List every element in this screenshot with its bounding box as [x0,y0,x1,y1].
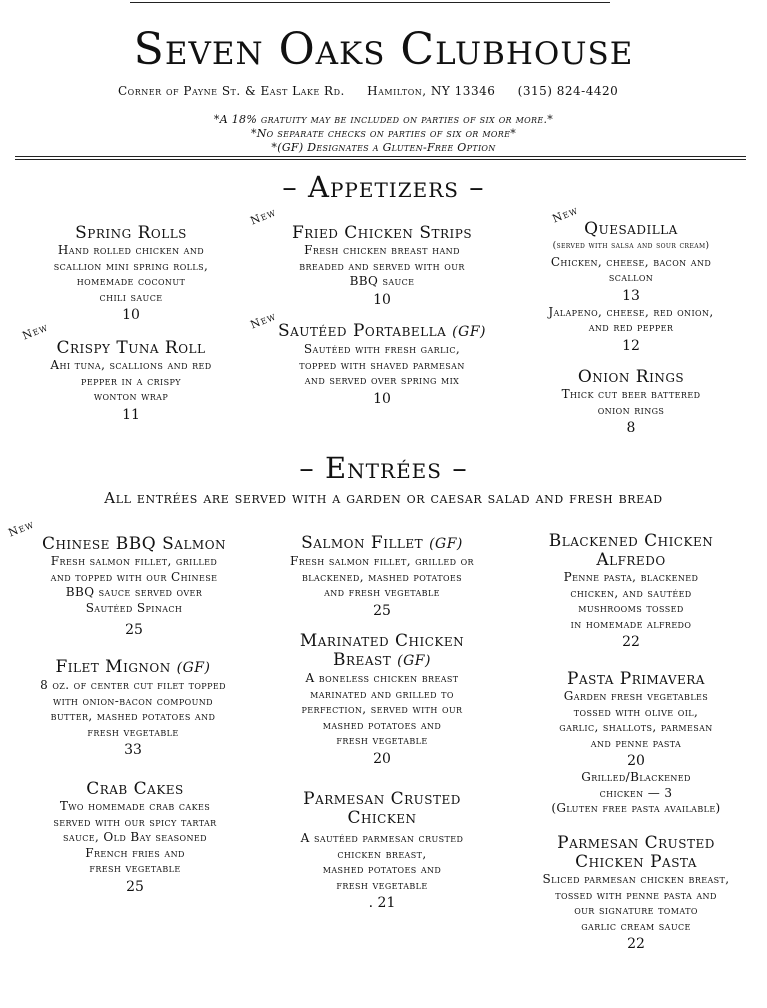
divider-rule-2 [15,159,746,160]
desc-line: garlic cream sauce [581,918,691,933]
divider-rule [15,156,746,157]
item-desc [262,342,502,389]
desc-line: Chicken, cheese, bacon and [550,254,712,269]
desc-line: onion rings [597,402,665,417]
item-extra [520,770,752,817]
desc-line: mashed potatoes and [322,717,442,732]
desc-line: in homemade alfredo [570,616,692,631]
menu-item-parmesan-crusted-chicken-pasta [515,834,757,953]
desc-line: tossed with penne pasta and [555,887,717,902]
desc-line: Penne pasta, blackened [563,570,699,584]
desc-line: Fresh chicken breast hand [304,243,460,257]
item-desc [262,671,502,749]
item-name: Crab Cakes [86,779,184,799]
desc-line: marinated and grilled to [310,686,454,701]
new-badge: New [248,205,279,228]
name-line: Blackened Chicken [548,531,714,551]
item-name [12,658,254,678]
item-price: . 21 [368,895,396,911]
desc-line: Ahi tuna, scallions and red [50,358,212,372]
item-name [262,632,502,671]
menu-item-salmon-fillet [262,534,502,620]
item-desc [515,872,757,934]
desc-line: chicken breast, [337,846,427,861]
desc-line: tossed with olive oil, [573,704,699,719]
desc-line: mushrooms tossed [578,601,684,615]
item-price: 25 [373,602,391,619]
desc-line: fresh vegetable [336,733,428,747]
menu-item-crispy-tuna-roll [20,339,242,424]
item-price: 22 [622,634,640,650]
item-desc [12,678,254,740]
desc-line: perfection, served with our [301,702,463,716]
note-gf: *(GF) Designates a Gluten-Free Option [271,141,496,154]
item-price: 10 [122,307,140,323]
desc-line: chili sauce [99,289,163,304]
menu-item-spring-rolls [20,224,242,324]
desc-line: garlic, shallots, parmesan [559,720,713,734]
item-name: Spring Rolls [75,223,187,243]
city-address: Hamilton, NY 13346 [367,84,496,98]
desc-line: Jalapeno, cheese, red onion, [548,304,714,319]
desc-line: and red pepper [588,320,674,334]
address-line [118,84,636,98]
desc-line: Fresh salmon fillet, grilled or [290,554,474,568]
item-price: 33 [124,742,142,758]
name-line-2 [262,651,502,671]
new-badge: New [248,309,279,332]
menu-item-onion-rings [520,368,742,437]
item-desc [20,554,248,616]
entrees-heading: – Entrées – [299,451,468,485]
desc-line: topped with shaved parmesan [299,357,465,372]
desc-line: scallon [608,270,654,284]
desc-line: sauce, Old Bay seasoned [63,830,207,844]
desc-line: BBQ sauce served over [65,585,203,599]
menu-item-parmesan-crusted-chicken [262,790,502,912]
desc-line: 8 oz. of center cut filet topped [40,678,226,692]
item-name-text: Filet Mignon [55,657,171,677]
item-price: 22 [627,936,645,952]
desc-line: Grilled/Blackened [581,770,691,784]
item-name: Crispy Tuna Roll [56,338,206,358]
item-name-text: Sautéed Portabella [277,321,447,341]
appetizers-heading: – Appetizers – [282,170,485,204]
desc-line: breaded and served with our [299,258,465,273]
desc-line: wonton wrap [93,389,169,403]
item-note: (served with salsa and sour cream) [552,241,710,251]
item-name [262,790,502,828]
item-desc [520,570,742,632]
item-name: Onion Rings [577,367,685,387]
desc-line: scallion mini spring rolls, [53,258,209,273]
note-gratuity: *A 18% gratuity may be included on parties of six or more.* [213,113,554,126]
menu-item-sauteed-portabella [262,322,502,408]
desc-line: fresh vegetable [336,877,428,892]
gf-tag: (GF) [452,324,486,340]
note-checks: *No separate checks on parties of six or more* [250,127,517,140]
entrees-subtitle: All entrées are served with a garden or caesar salad and fresh bread [104,489,663,507]
item-price: 10 [373,390,391,407]
item-price: 13 [622,287,640,304]
item-name-text: Breast [333,650,392,670]
new-badge: New [550,203,581,226]
item-name [515,834,757,872]
menu-item-marinated-chicken-breast [262,632,502,768]
item-price: 10 [373,291,391,308]
item-name: Quesadilla [584,219,678,239]
desc-line: Hand rolled chicken and [57,243,205,257]
menu-item-quesadilla [520,220,742,355]
item-price: 8 [626,420,636,436]
item-name-text: Salmon Fillet [301,533,424,553]
desc-line: Sautéed Spinach [85,600,183,615]
new-badge: New [20,320,51,343]
name-line: Parmesan Crusted [303,789,461,809]
desc-line: fresh vegetable [87,724,179,739]
menu-item-fried-chicken-strips [262,224,502,309]
gf-tag: (GF) [429,536,463,552]
menu-item-chinese-bbq-salmon [20,535,248,639]
new-badge: New [6,517,37,540]
item-name [520,532,742,570]
desc-line: Sliced parmesan chicken breast, [542,872,730,886]
item-price: 20 [627,753,645,769]
policy-notes [0,113,767,155]
street-address: Corner of Payne St. & East Lake Rd. [118,84,345,98]
item-desc [20,799,250,877]
item-price-alt: 12 [622,337,640,354]
item-name: Chinese BBQ Salmon [41,534,227,554]
desc-line: mashed potatoes and [322,862,442,876]
desc-line: and topped with our Chinese [50,569,218,584]
desc-line: Fresh salmon fillet, grilled [50,554,218,568]
item-price: 25 [126,878,144,895]
name-line: Marinated Chicken [299,631,465,651]
item-desc [520,387,742,418]
desc-line: A sautéed parmesan crusted [300,831,464,845]
item-desc [262,831,502,893]
item-desc-alt [520,305,742,336]
item-desc [520,255,742,286]
desc-line: Two homemade crab cakes [59,799,211,813]
top-rule [130,2,610,3]
desc-line: served with our spicy tartar [53,814,217,829]
desc-line: our signature tomato [574,903,698,917]
name-line: Chicken Pasta [575,852,697,872]
item-name [262,534,502,554]
desc-line: French fries and [85,845,185,860]
desc-line: Sautéed with fresh garlic, [303,342,461,356]
name-line: Parmesan Crusted [557,833,715,853]
item-price: 20 [373,750,391,767]
desc-line: and served over spring mix [304,373,460,387]
desc-line: chicken, and sautéed [570,585,692,600]
desc-line: with onion-bacon compound [53,693,213,708]
restaurant-title: Seven Oaks Clubhouse [133,24,634,75]
menu-item-pasta-primavera [520,670,752,817]
item-price: 25 [125,622,143,638]
desc-line: (Gluten free pasta available) [551,801,721,815]
desc-line: pepper in a crispy [81,373,181,388]
menu-item-crab-cakes [20,780,250,896]
item-desc [262,243,502,290]
menu-item-filet-mignon [12,658,254,759]
phone-number: (315) 824-4420 [517,84,619,98]
desc-line: homemade coconut [76,274,186,288]
desc-line: A boneless chicken breast [305,671,459,685]
desc-line: Thick cut beer battered [561,387,701,401]
desc-line: BBQ sauce [349,274,415,288]
desc-line: butter, mashed potatoes and [50,709,216,723]
desc-line: blackened, mashed potatoes [301,569,463,584]
item-desc [20,358,242,405]
item-name: Fried Chicken Strips [291,223,473,243]
item-price: 11 [122,406,140,423]
gf-tag: (GF) [176,660,211,676]
item-name: Pasta Primavera [567,669,705,689]
item-desc [262,554,502,601]
name-line: Chicken [347,808,417,828]
gf-tag: (GF) [397,653,431,669]
desc-line: and fresh vegetable [324,585,440,599]
item-desc [20,243,242,305]
menu-item-blackened-chicken-alfredo [520,532,742,651]
name-line: Alfredo [596,550,666,570]
desc-line: fresh vegetable [89,861,181,875]
desc-line: Garden fresh vegetables [563,689,709,703]
item-desc [520,689,752,751]
desc-line: chicken — 3 [599,785,673,800]
desc-line: and penne pasta [590,735,682,750]
item-name [262,322,502,342]
